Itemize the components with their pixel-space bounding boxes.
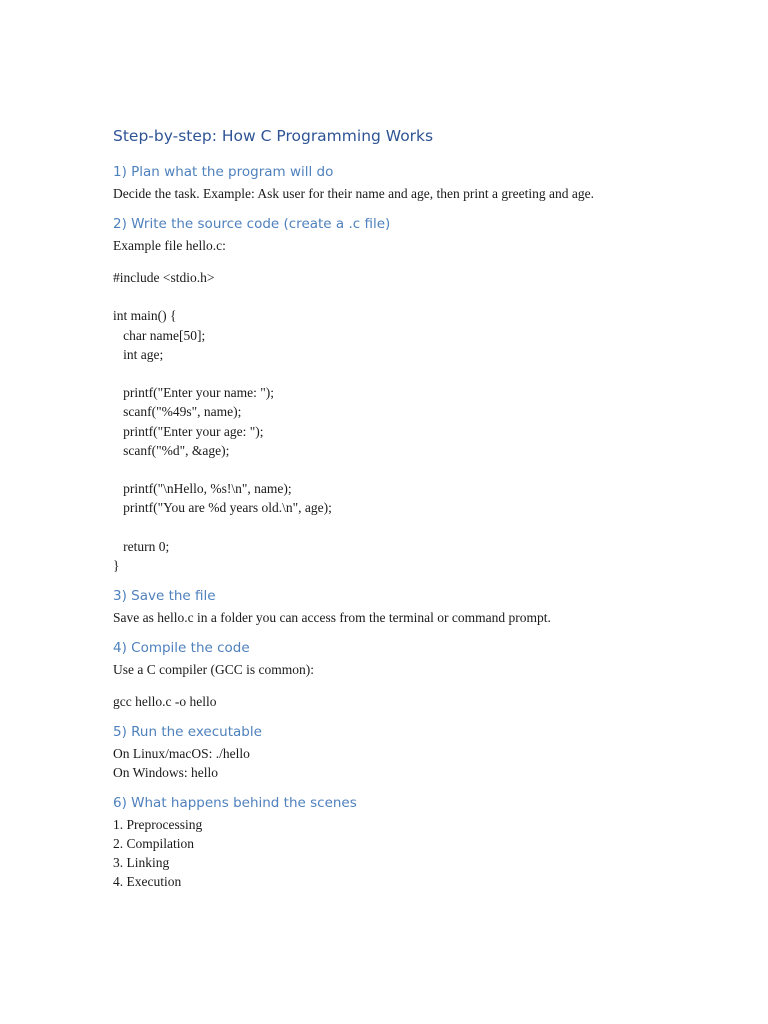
code-line <box>113 364 713 383</box>
section-heading-compile: 4) Compile the code <box>113 640 250 657</box>
list-item: 4. Execution <box>113 874 182 890</box>
code-line: int age; <box>113 346 164 362</box>
document-title: Step-by-step: How C Programming Works <box>113 127 434 145</box>
run-line: On Linux/macOS: ./hello <box>113 746 250 762</box>
section-text-write: Example file hello.c: <box>113 238 226 253</box>
code-line: return 0; <box>113 538 170 554</box>
section-text-plan: Decide the task. Example: Ask user for their name and age, then print a greeting and age. <box>113 186 594 201</box>
code-line: } <box>113 558 120 574</box>
run-line: On Windows: hello <box>113 765 218 781</box>
code-line: int main() { <box>113 308 177 324</box>
code-line <box>113 518 713 537</box>
document-content <box>113 124 713 891</box>
section-heading-save: 3) Save the file <box>113 588 216 605</box>
section-text-compile: Use a C compiler (GCC is common): <box>113 662 314 678</box>
code-line <box>113 287 713 306</box>
code-line: #include <stdio.h> <box>113 270 215 285</box>
code-line: printf("Enter your name: "); <box>113 385 274 401</box>
code-line: printf("You are %d years old.\n", age); <box>113 500 332 516</box>
code-line: char name[50]; <box>113 327 206 343</box>
section-heading-run: 5) Run the executable <box>113 724 262 741</box>
list-item: 2. Compilation <box>113 836 194 852</box>
code-line: scanf("%49s", name); <box>113 404 242 420</box>
code-block <box>113 268 713 575</box>
compile-command: gcc hello.c -o hello <box>113 694 217 710</box>
list-item: 3. Linking <box>113 855 170 871</box>
list-item: 1. Preprocessing <box>113 817 203 833</box>
code-line: printf("Enter your age: "); <box>113 423 264 439</box>
code-line: scanf("%d", &age); <box>113 442 230 458</box>
section-heading-write: 2) Write the source code (create a .c file) <box>113 216 391 232</box>
code-line: printf("\nHello, %s!\n", name); <box>113 481 292 497</box>
section-heading-plan: 1) Plan what the program will do <box>113 164 334 180</box>
section-text-save: Save as hello.c in a folder you can access from the terminal or command prompt. <box>113 610 551 626</box>
code-line <box>113 460 713 479</box>
section-heading-behind-scenes: 6) What happens behind the scenes <box>113 795 357 812</box>
